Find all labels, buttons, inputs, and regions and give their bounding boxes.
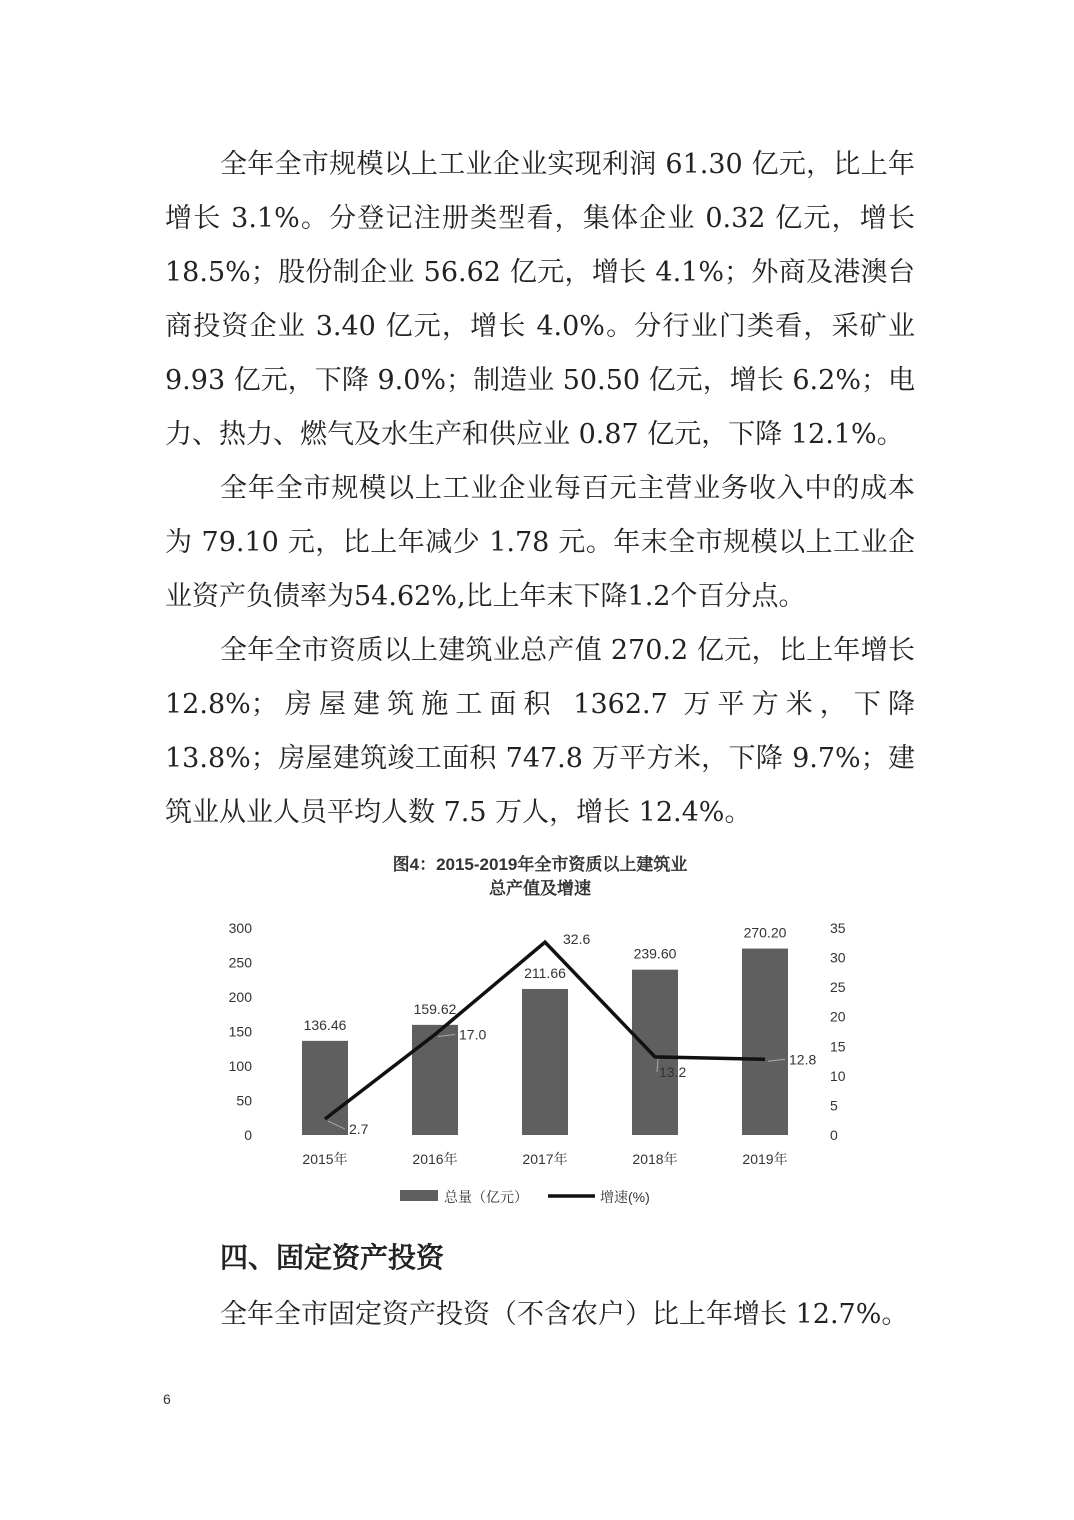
bar xyxy=(412,1025,458,1135)
category-label: 2016年 xyxy=(412,1151,458,1167)
bar xyxy=(742,949,788,1135)
construction-output-chart xyxy=(210,848,870,1220)
category-label: 2015年 xyxy=(302,1151,348,1167)
legend-bar-swatch xyxy=(400,1190,438,1201)
left-axis-tick: 50 xyxy=(236,1092,252,1109)
paragraph-industrial-profit: 全年全市规模以上工业企业实现利润 61.30 亿元，比上年增长 3.1%。分登记注册类型看，集体企业 0.32 亿元，增长 18.5%；股份制企业 56.62 亿元，增长 4.1%；外商及港澳台商投资企业 3.40 亿元，增长 4.0%。分行业门类看，采矿业 9.93 亿元，下降 9.0%；制造业 50.50 亿元，增长 6.2%；电力、热力、燃气及水生产和供应业 0.87 亿元，下降 12.1%。 xyxy=(165,149,915,450)
right-axis-tick: 35 xyxy=(830,920,846,936)
category-label: 2019年 xyxy=(742,1151,788,1167)
right-axis-tick: 10 xyxy=(830,1067,846,1084)
right-axis-tick: 15 xyxy=(830,1038,846,1055)
legend-line-label: 增速(%) xyxy=(600,1189,650,1205)
left-axis-tick: 100 xyxy=(228,1058,252,1074)
line-value-label: 32.6 xyxy=(563,931,591,948)
right-axis-tick: 0 xyxy=(830,1127,838,1143)
right-axis-tick: 25 xyxy=(830,979,846,996)
paragraph-construction: 全年全市资质以上建筑业总产值 270.2 亿元，比上年增长 12.8%；房屋建筑施工面积 1362.7 万平方米，下降 13.8%；房屋建筑竣工面积 747.8 万平方米，下降 9.7%；建筑业从业人员平均人数 7.5 万人，增长 12.4%。 xyxy=(165,635,915,828)
left-axis-tick: 0 xyxy=(244,1127,252,1143)
chart-subtitle: 总产值及增速 xyxy=(489,879,591,898)
left-axis-tick: 150 xyxy=(228,1023,252,1040)
right-axis-tick: 20 xyxy=(830,1008,846,1025)
right-axis-tick: 30 xyxy=(830,949,846,966)
legend-bar-label: 总量（亿元） xyxy=(444,1189,528,1205)
section-heading: 四、固定资产投资 xyxy=(220,1241,445,1274)
line-value-label: 12.8 xyxy=(789,1051,817,1068)
bar-value-label: 159.62 xyxy=(413,1000,457,1017)
bar-value-label: 211.66 xyxy=(524,964,566,981)
left-axis-tick: 300 xyxy=(228,920,252,936)
bar-value-label: 136.46 xyxy=(303,1016,347,1033)
line-value-label: 2.7 xyxy=(349,1121,369,1138)
category-label: 2018年 xyxy=(632,1151,678,1167)
paragraph-cost-and-debt: 全年全市规模以上工业企业每百元主营业务收入中的成本为 79.10 元，比上年减少 1.78 元。年末全市规模以上工业企业资产负债率为54.62%,比上年末下降1.2个百分点。 xyxy=(165,473,915,612)
category-label: 2017年 xyxy=(522,1151,568,1167)
left-axis-tick: 200 xyxy=(228,989,252,1005)
bar xyxy=(522,989,568,1135)
page-number: 6 xyxy=(163,1391,171,1407)
bar-value-label: 239.60 xyxy=(633,945,677,962)
chart-title: 图4：2015-2019年全市资质以上建筑业 xyxy=(392,855,688,874)
right-axis-tick: 5 xyxy=(830,1097,838,1114)
paragraph-fixed-investment: 全年全市固定资产投资（不含农户）比上年增长 12.7%。 xyxy=(220,1299,909,1330)
bar xyxy=(632,970,678,1135)
chart-svg xyxy=(210,848,870,1220)
bar-value-label: 270.20 xyxy=(743,924,787,941)
line-value-label: 17.0 xyxy=(459,1026,487,1043)
left-axis-tick: 250 xyxy=(228,954,252,971)
bar xyxy=(302,1041,348,1135)
line-value-label: 13.2 xyxy=(659,1063,687,1080)
